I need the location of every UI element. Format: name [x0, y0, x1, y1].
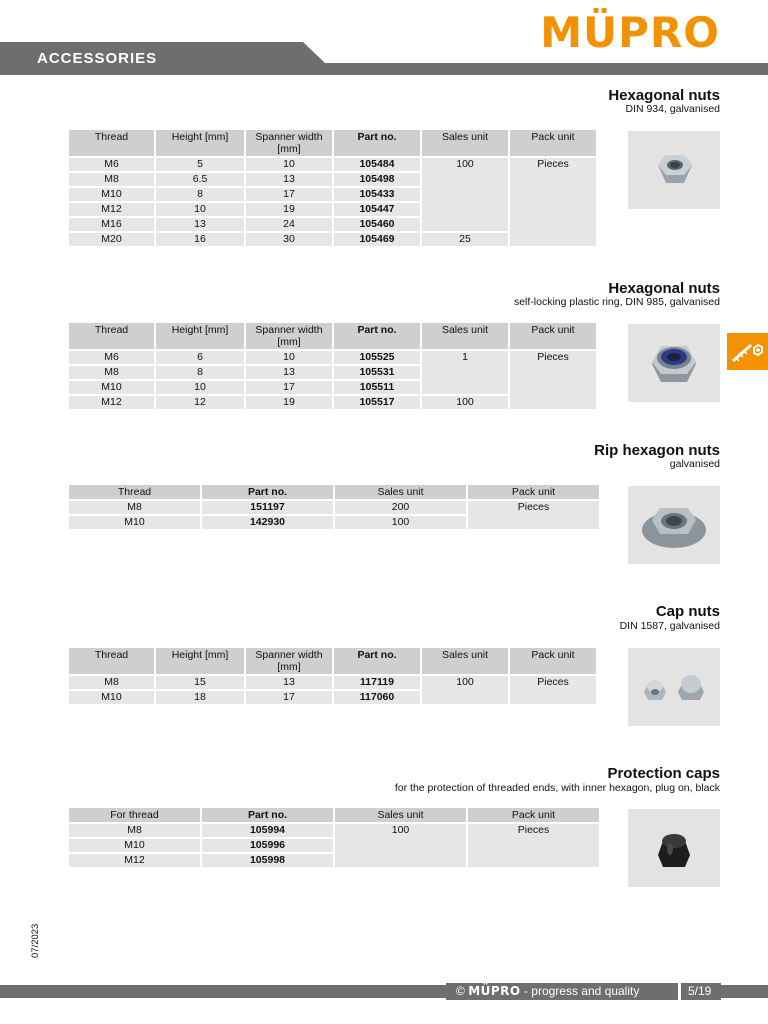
height-cell: 12 [156, 396, 244, 409]
height-cell: 10 [156, 203, 244, 216]
column-header: Pack unit [510, 648, 596, 674]
column-header: Thread [69, 130, 154, 156]
product-table-locking-nuts [67, 321, 598, 411]
section-subtitle: self-locking plastic ring, DIN 985, galvanised [513, 296, 720, 308]
footer-tagline-text: - progress and quality [520, 984, 640, 998]
footer-separator [678, 983, 681, 1000]
column-header: Sales unit [422, 648, 508, 674]
product-table-protection-caps [67, 806, 601, 869]
table-row [69, 351, 596, 364]
section-subtitle: DIN 934, galvanised [625, 103, 720, 115]
column-header: Sales unit [335, 485, 466, 499]
spanner-cell: 19 [246, 396, 332, 409]
sales-unit-cell: 1 [422, 351, 508, 394]
product-image [628, 809, 720, 887]
product-table-rip-nuts [67, 483, 601, 531]
product-table-cap-nuts [67, 646, 598, 706]
part-no-cell: 105511 [334, 381, 420, 394]
column-header: Pack unit [468, 808, 599, 822]
section-title: Protection caps [607, 765, 720, 782]
thread-cell: M8 [69, 173, 154, 186]
height-cell: 6 [156, 351, 244, 364]
section-title: Rip hexagon nuts [594, 442, 720, 459]
part-no-cell: 117060 [334, 691, 420, 704]
screw-nut-icon [727, 333, 768, 370]
part-no-cell: 105484 [334, 158, 420, 171]
table-row [69, 501, 599, 514]
spanner-cell: 17 [246, 691, 332, 704]
thread-cell: M6 [69, 351, 154, 364]
column-header: Sales unit [422, 130, 508, 156]
spanner-cell: 17 [246, 188, 332, 201]
mupro-logo: MÜPRO [540, 8, 720, 57]
part-no-cell: 105469 [334, 233, 420, 246]
section-label: ACCESSORIES [37, 50, 158, 67]
thread-cell: M10 [69, 691, 154, 704]
thread-cell: M10 [69, 839, 200, 852]
thread-cell: M10 [69, 516, 200, 529]
column-header: For thread [69, 808, 200, 822]
thread-cell: M8 [69, 676, 154, 689]
pack-unit-cell: Pieces [468, 824, 599, 867]
section-title: Hexagonal nuts [608, 280, 720, 297]
footer-brand: MÜPRO [468, 984, 521, 998]
spanner-cell: 13 [246, 173, 332, 186]
part-no-cell: 105996 [202, 839, 333, 852]
table-row [69, 824, 599, 837]
edition-date: 07/2023 [30, 923, 41, 958]
section-subtitle: DIN 1587, galvanised [619, 620, 720, 632]
column-header: Height [mm] [156, 648, 244, 674]
pack-unit-cell: Pieces [468, 501, 599, 529]
sales-unit-cell: 100 [335, 516, 466, 529]
sales-unit-cell: 100 [422, 396, 508, 409]
column-header: Pack unit [468, 485, 599, 499]
column-header: Thread [69, 648, 154, 674]
page-number: 5/19 [688, 984, 712, 998]
product-image [628, 131, 720, 209]
height-cell: 8 [156, 366, 244, 379]
sales-unit-cell: 100 [422, 158, 508, 231]
sales-unit-cell: 100 [335, 824, 466, 867]
height-cell: 13 [156, 218, 244, 231]
column-header: Part no. [334, 648, 420, 674]
thread-cell: M16 [69, 218, 154, 231]
height-cell: 8 [156, 188, 244, 201]
table-row [69, 676, 596, 689]
spanner-cell: 17 [246, 381, 332, 394]
column-header: Sales unit [422, 323, 508, 349]
thread-cell: M8 [69, 824, 200, 837]
table-row [69, 158, 596, 171]
height-cell: 6.5 [156, 173, 244, 186]
part-no-cell: 151197 [202, 501, 333, 514]
part-no-cell: 105447 [334, 203, 420, 216]
product-table-hex-nuts [67, 128, 598, 248]
column-header: Pack unit [510, 130, 596, 156]
section-subtitle: for the protection of threaded ends, with inner hexagon, plug on, black [394, 782, 720, 794]
part-no-cell: 105525 [334, 351, 420, 364]
thread-cell: M8 [69, 366, 154, 379]
height-cell: 18 [156, 691, 244, 704]
product-image [628, 648, 720, 726]
column-header: Thread [69, 323, 154, 349]
spanner-cell: 10 [246, 158, 332, 171]
product-image [628, 486, 720, 564]
part-no-cell: 105433 [334, 188, 420, 201]
thread-cell: M12 [69, 854, 200, 867]
spanner-cell: 13 [246, 366, 332, 379]
thread-cell: M6 [69, 158, 154, 171]
column-header: Sales unit [335, 808, 466, 822]
column-header: Part no. [202, 485, 333, 499]
part-no-cell: 105994 [202, 824, 333, 837]
part-no-cell: 105460 [334, 218, 420, 231]
column-header: Height [mm] [156, 323, 244, 349]
spanner-cell: 30 [246, 233, 332, 246]
column-header: Spanner width [mm] [246, 130, 332, 156]
height-cell: 15 [156, 676, 244, 689]
sales-unit-cell: 200 [335, 501, 466, 514]
flange-nut-icon [628, 486, 720, 564]
part-no-cell: 105531 [334, 366, 420, 379]
category-side-tab[interactable] [727, 333, 768, 370]
section-subtitle: galvanised [669, 458, 720, 470]
locking-nut-icon [628, 324, 720, 402]
column-header: Spanner width [mm] [246, 323, 332, 349]
thread-cell: M10 [69, 381, 154, 394]
pack-unit-cell: Pieces [510, 676, 596, 704]
thread-cell: M8 [69, 501, 200, 514]
column-header: Pack unit [510, 323, 596, 349]
thread-cell: M12 [69, 203, 154, 216]
column-header: Part no. [202, 808, 333, 822]
part-no-cell: 105998 [202, 854, 333, 867]
pack-unit-cell: Pieces [510, 351, 596, 409]
spanner-cell: 10 [246, 351, 332, 364]
thread-cell: M20 [69, 233, 154, 246]
column-header: Part no. [334, 323, 420, 349]
part-no-cell: 105498 [334, 173, 420, 186]
copyright-symbol: © [456, 984, 465, 998]
column-header: Thread [69, 485, 200, 499]
cap-nut-icon [628, 648, 720, 726]
height-cell: 5 [156, 158, 244, 171]
sales-unit-cell: 25 [422, 233, 508, 246]
footer-tagline [456, 984, 639, 999]
hex-nut-icon [628, 131, 720, 209]
height-cell: 10 [156, 381, 244, 394]
section-title: Cap nuts [655, 603, 720, 620]
sales-unit-cell: 100 [422, 676, 508, 704]
thread-cell: M10 [69, 188, 154, 201]
spanner-cell: 13 [246, 676, 332, 689]
protection-cap-icon [628, 809, 720, 887]
thread-cell: M12 [69, 396, 154, 409]
column-header: Part no. [334, 130, 420, 156]
product-image [628, 324, 720, 402]
column-header: Spanner width [mm] [246, 648, 332, 674]
part-no-cell: 142930 [202, 516, 333, 529]
spanner-cell: 19 [246, 203, 332, 216]
part-no-cell: 105517 [334, 396, 420, 409]
part-no-cell: 117119 [334, 676, 420, 689]
spanner-cell: 24 [246, 218, 332, 231]
column-header: Height [mm] [156, 130, 244, 156]
height-cell: 16 [156, 233, 244, 246]
section-title: Hexagonal nuts [608, 87, 720, 104]
pack-unit-cell: Pieces [510, 158, 596, 246]
